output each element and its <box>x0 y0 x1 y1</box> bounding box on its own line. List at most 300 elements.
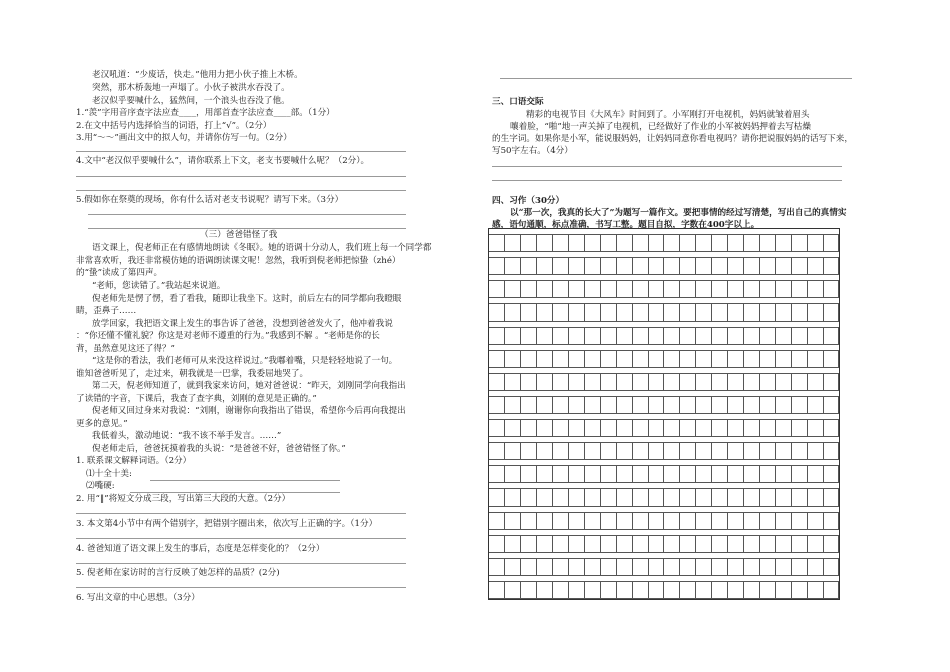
grid-cell[interactable] <box>744 465 760 483</box>
grid-cell[interactable] <box>553 303 569 321</box>
grid-cell[interactable] <box>489 303 505 321</box>
grid-cell[interactable] <box>807 280 823 298</box>
grid-cell[interactable] <box>696 373 712 391</box>
grid-cell[interactable] <box>569 442 585 460</box>
grid-cell[interactable] <box>664 373 680 391</box>
grid-cell[interactable] <box>505 558 521 576</box>
grid-cell[interactable] <box>696 419 712 437</box>
grid-cell[interactable] <box>537 327 553 345</box>
grid-cell[interactable] <box>680 234 696 252</box>
grid-cell[interactable] <box>648 280 664 298</box>
grid-cell[interactable] <box>744 280 760 298</box>
grid-cell[interactable] <box>680 350 696 368</box>
grid-cell[interactable] <box>759 419 775 437</box>
answer-line[interactable] <box>76 151 406 152</box>
grid-cell[interactable] <box>791 257 807 275</box>
grid-cell[interactable] <box>728 234 744 252</box>
grid-cell[interactable] <box>553 488 569 506</box>
grid-cell[interactable] <box>664 280 680 298</box>
grid-cell[interactable] <box>823 234 839 252</box>
grid-cell[interactable] <box>807 488 823 506</box>
grid-cell[interactable] <box>537 373 553 391</box>
grid-cell[interactable] <box>823 419 839 437</box>
grid-cell[interactable] <box>600 558 616 576</box>
grid-cell[interactable] <box>616 442 632 460</box>
grid-cell[interactable] <box>505 350 521 368</box>
grid-cell[interactable] <box>744 373 760 391</box>
grid-cell[interactable] <box>775 327 791 345</box>
grid-cell[interactable] <box>696 558 712 576</box>
grid-cell[interactable] <box>632 442 648 460</box>
grid-cell[interactable] <box>489 581 505 599</box>
grid-cell[interactable] <box>664 535 680 553</box>
grid-cell[interactable] <box>807 581 823 599</box>
grid-cell[interactable] <box>712 303 728 321</box>
grid-cell[interactable] <box>569 373 585 391</box>
grid-cell[interactable] <box>759 303 775 321</box>
grid-cell[interactable] <box>521 373 537 391</box>
grid-cell[interactable] <box>664 303 680 321</box>
grid-cell[interactable] <box>807 303 823 321</box>
grid-cell[interactable] <box>569 535 585 553</box>
grid-cell[interactable] <box>600 465 616 483</box>
grid-cell[interactable] <box>664 512 680 530</box>
grid-cell[interactable] <box>616 535 632 553</box>
grid-cell[interactable] <box>728 303 744 321</box>
grid-cell[interactable] <box>600 442 616 460</box>
grid-cell[interactable] <box>521 442 537 460</box>
grid-cell[interactable] <box>584 327 600 345</box>
grid-cell[interactable] <box>744 396 760 414</box>
grid-cell[interactable] <box>584 581 600 599</box>
grid-cell[interactable] <box>616 257 632 275</box>
answer-line[interactable] <box>88 214 406 215</box>
grid-cell[interactable] <box>489 488 505 506</box>
grid-cell[interactable] <box>744 512 760 530</box>
grid-cell[interactable] <box>489 234 505 252</box>
grid-cell[interactable] <box>584 465 600 483</box>
grid-cell[interactable] <box>521 303 537 321</box>
grid-cell[interactable] <box>759 442 775 460</box>
grid-cell[interactable] <box>728 558 744 576</box>
grid-cell[interactable] <box>664 350 680 368</box>
grid-cell[interactable] <box>505 234 521 252</box>
grid-cell[interactable] <box>600 350 616 368</box>
grid-cell[interactable] <box>807 558 823 576</box>
grid-cell[interactable] <box>553 512 569 530</box>
grid-cell[interactable] <box>664 581 680 599</box>
answer-line[interactable] <box>76 563 406 564</box>
grid-cell[interactable] <box>600 581 616 599</box>
grid-cell[interactable] <box>775 350 791 368</box>
grid-cell[interactable] <box>680 442 696 460</box>
grid-cell[interactable] <box>616 396 632 414</box>
grid-cell[interactable] <box>823 303 839 321</box>
grid-cell[interactable] <box>600 234 616 252</box>
grid-cell[interactable] <box>791 396 807 414</box>
grid-cell[interactable] <box>521 419 537 437</box>
grid-cell[interactable] <box>664 396 680 414</box>
grid-cell[interactable] <box>569 327 585 345</box>
grid-cell[interactable] <box>759 581 775 599</box>
grid-cell[interactable] <box>584 488 600 506</box>
grid-cell[interactable] <box>791 558 807 576</box>
grid-cell[interactable] <box>728 512 744 530</box>
grid-cell[interactable] <box>807 327 823 345</box>
grid-cell[interactable] <box>791 373 807 391</box>
grid-cell[interactable] <box>775 303 791 321</box>
grid-cell[interactable] <box>600 280 616 298</box>
grid-cell[interactable] <box>648 535 664 553</box>
grid-cell[interactable] <box>775 396 791 414</box>
grid-cell[interactable] <box>537 442 553 460</box>
grid-cell[interactable] <box>616 373 632 391</box>
grid-cell[interactable] <box>569 257 585 275</box>
grid-cell[interactable] <box>759 257 775 275</box>
grid-cell[interactable] <box>521 465 537 483</box>
grid-cell[interactable] <box>584 350 600 368</box>
grid-cell[interactable] <box>616 419 632 437</box>
grid-cell[interactable] <box>759 280 775 298</box>
grid-cell[interactable] <box>569 234 585 252</box>
grid-cell[interactable] <box>712 257 728 275</box>
grid-cell[interactable] <box>775 442 791 460</box>
grid-cell[interactable] <box>744 327 760 345</box>
grid-cell[interactable] <box>712 234 728 252</box>
grid-cell[interactable] <box>680 373 696 391</box>
grid-cell[interactable] <box>712 396 728 414</box>
grid-cell[interactable] <box>712 512 728 530</box>
grid-cell[interactable] <box>600 373 616 391</box>
grid-cell[interactable] <box>823 465 839 483</box>
grid-cell[interactable] <box>553 257 569 275</box>
grid-cell[interactable] <box>489 419 505 437</box>
grid-cell[interactable] <box>823 442 839 460</box>
grid-cell[interactable] <box>791 512 807 530</box>
grid-cell[interactable] <box>600 535 616 553</box>
grid-cell[interactable] <box>648 488 664 506</box>
grid-cell[interactable] <box>807 419 823 437</box>
grid-cell[interactable] <box>728 535 744 553</box>
grid-cell[interactable] <box>823 488 839 506</box>
grid-cell[interactable] <box>553 350 569 368</box>
grid-cell[interactable] <box>759 535 775 553</box>
answer-line[interactable] <box>492 180 842 181</box>
grid-cell[interactable] <box>505 488 521 506</box>
grid-cell[interactable] <box>505 442 521 460</box>
grid-cell[interactable] <box>584 396 600 414</box>
grid-cell[interactable] <box>696 488 712 506</box>
answer-line[interactable] <box>76 538 406 539</box>
grid-cell[interactable] <box>569 465 585 483</box>
grid-cell[interactable] <box>775 280 791 298</box>
grid-cell[interactable] <box>712 280 728 298</box>
grid-cell[interactable] <box>632 419 648 437</box>
grid-cell[interactable] <box>775 257 791 275</box>
grid-cell[interactable] <box>680 327 696 345</box>
grid-cell[interactable] <box>553 465 569 483</box>
grid-cell[interactable] <box>696 512 712 530</box>
grid-cell[interactable] <box>569 488 585 506</box>
grid-cell[interactable] <box>775 581 791 599</box>
grid-cell[interactable] <box>791 303 807 321</box>
answer-line[interactable] <box>150 480 340 481</box>
grid-cell[interactable] <box>553 373 569 391</box>
grid-cell[interactable] <box>489 373 505 391</box>
grid-cell[interactable] <box>553 442 569 460</box>
grid-cell[interactable] <box>521 535 537 553</box>
answer-line[interactable] <box>492 166 842 167</box>
grid-cell[interactable] <box>744 419 760 437</box>
grid-cell[interactable] <box>569 280 585 298</box>
grid-cell[interactable] <box>696 442 712 460</box>
grid-cell[interactable] <box>744 488 760 506</box>
grid-cell[interactable] <box>648 327 664 345</box>
grid-cell[interactable] <box>696 234 712 252</box>
grid-cell[interactable] <box>632 581 648 599</box>
grid-cell[interactable] <box>569 419 585 437</box>
grid-cell[interactable] <box>505 280 521 298</box>
grid-cell[interactable] <box>823 558 839 576</box>
grid-cell[interactable] <box>537 280 553 298</box>
grid-cell[interactable] <box>648 581 664 599</box>
grid-cell[interactable] <box>553 396 569 414</box>
grid-cell[interactable] <box>648 257 664 275</box>
grid-cell[interactable] <box>489 350 505 368</box>
grid-cell[interactable] <box>712 442 728 460</box>
grid-cell[interactable] <box>744 581 760 599</box>
grid-cell[interactable] <box>680 257 696 275</box>
grid-cell[interactable] <box>632 280 648 298</box>
grid-cell[interactable] <box>648 396 664 414</box>
grid-cell[interactable] <box>759 558 775 576</box>
grid-cell[interactable] <box>791 535 807 553</box>
grid-cell[interactable] <box>584 512 600 530</box>
grid-cell[interactable] <box>584 442 600 460</box>
grid-cell[interactable] <box>553 581 569 599</box>
grid-cell[interactable] <box>632 350 648 368</box>
grid-cell[interactable] <box>696 465 712 483</box>
grid-cell[interactable] <box>553 327 569 345</box>
grid-cell[interactable] <box>807 442 823 460</box>
grid-cell[interactable] <box>600 257 616 275</box>
grid-cell[interactable] <box>505 581 521 599</box>
grid-cell[interactable] <box>759 373 775 391</box>
grid-cell[interactable] <box>759 327 775 345</box>
grid-cell[interactable] <box>569 512 585 530</box>
grid-cell[interactable] <box>521 558 537 576</box>
grid-cell[interactable] <box>807 234 823 252</box>
grid-cell[interactable] <box>489 558 505 576</box>
grid-cell[interactable] <box>537 303 553 321</box>
grid-cell[interactable] <box>791 234 807 252</box>
grid-cell[interactable] <box>632 488 648 506</box>
grid-cell[interactable] <box>521 327 537 345</box>
grid-cell[interactable] <box>696 535 712 553</box>
grid-cell[interactable] <box>712 350 728 368</box>
grid-cell[interactable] <box>489 465 505 483</box>
grid-cell[interactable] <box>759 465 775 483</box>
grid-cell[interactable] <box>728 419 744 437</box>
grid-cell[interactable] <box>696 396 712 414</box>
grid-cell[interactable] <box>823 327 839 345</box>
grid-cell[interactable] <box>505 535 521 553</box>
grid-cell[interactable] <box>521 350 537 368</box>
grid-cell[interactable] <box>505 373 521 391</box>
grid-cell[interactable] <box>664 234 680 252</box>
grid-cell[interactable] <box>775 373 791 391</box>
grid-cell[interactable] <box>680 280 696 298</box>
grid-cell[interactable] <box>759 350 775 368</box>
grid-cell[interactable] <box>616 350 632 368</box>
grid-cell[interactable] <box>505 512 521 530</box>
grid-cell[interactable] <box>823 512 839 530</box>
grid-cell[interactable] <box>775 488 791 506</box>
grid-cell[interactable] <box>616 488 632 506</box>
grid-cell[interactable] <box>569 558 585 576</box>
grid-cell[interactable] <box>489 535 505 553</box>
grid-cell[interactable] <box>791 350 807 368</box>
grid-cell[interactable] <box>648 234 664 252</box>
grid-cell[interactable] <box>489 280 505 298</box>
grid-cell[interactable] <box>505 419 521 437</box>
grid-cell[interactable] <box>728 350 744 368</box>
grid-cell[interactable] <box>616 465 632 483</box>
grid-cell[interactable] <box>728 373 744 391</box>
grid-cell[interactable] <box>744 303 760 321</box>
grid-cell[interactable] <box>505 303 521 321</box>
grid-cell[interactable] <box>664 419 680 437</box>
grid-cell[interactable] <box>680 581 696 599</box>
grid-cell[interactable] <box>648 558 664 576</box>
grid-cell[interactable] <box>584 280 600 298</box>
grid-cell[interactable] <box>728 442 744 460</box>
grid-cell[interactable] <box>775 234 791 252</box>
grid-cell[interactable] <box>648 350 664 368</box>
grid-cell[interactable] <box>807 512 823 530</box>
grid-cell[interactable] <box>744 257 760 275</box>
grid-cell[interactable] <box>775 419 791 437</box>
grid-cell[interactable] <box>537 558 553 576</box>
grid-cell[interactable] <box>632 465 648 483</box>
grid-cell[interactable] <box>712 465 728 483</box>
grid-cell[interactable] <box>680 535 696 553</box>
grid-cell[interactable] <box>728 488 744 506</box>
answer-line[interactable] <box>88 228 406 229</box>
grid-cell[interactable] <box>664 465 680 483</box>
grid-cell[interactable] <box>648 373 664 391</box>
grid-cell[interactable] <box>744 535 760 553</box>
grid-cell[interactable] <box>712 558 728 576</box>
grid-cell[interactable] <box>696 581 712 599</box>
grid-cell[interactable] <box>537 350 553 368</box>
grid-cell[interactable] <box>823 373 839 391</box>
grid-cell[interactable] <box>791 442 807 460</box>
grid-cell[interactable] <box>632 257 648 275</box>
grid-cell[interactable] <box>823 257 839 275</box>
grid-cell[interactable] <box>712 488 728 506</box>
grid-cell[interactable] <box>823 535 839 553</box>
answer-line[interactable] <box>76 190 406 191</box>
grid-cell[interactable] <box>648 303 664 321</box>
grid-cell[interactable] <box>521 396 537 414</box>
grid-cell[interactable] <box>728 396 744 414</box>
grid-cell[interactable] <box>537 396 553 414</box>
grid-cell[interactable] <box>712 373 728 391</box>
answer-line[interactable] <box>76 587 406 588</box>
grid-cell[interactable] <box>696 303 712 321</box>
grid-cell[interactable] <box>600 512 616 530</box>
grid-cell[interactable] <box>616 303 632 321</box>
grid-cell[interactable] <box>775 465 791 483</box>
grid-cell[interactable] <box>521 257 537 275</box>
grid-cell[interactable] <box>759 234 775 252</box>
grid-cell[interactable] <box>489 327 505 345</box>
grid-cell[interactable] <box>489 512 505 530</box>
grid-cell[interactable] <box>728 257 744 275</box>
grid-cell[interactable] <box>553 234 569 252</box>
grid-cell[interactable] <box>489 396 505 414</box>
grid-cell[interactable] <box>521 488 537 506</box>
grid-cell[interactable] <box>664 488 680 506</box>
grid-cell[interactable] <box>744 350 760 368</box>
grid-cell[interactable] <box>744 558 760 576</box>
grid-cell[interactable] <box>696 257 712 275</box>
grid-cell[interactable] <box>728 327 744 345</box>
grid-cell[interactable] <box>759 488 775 506</box>
grid-cell[interactable] <box>712 419 728 437</box>
grid-cell[interactable] <box>521 280 537 298</box>
grid-cell[interactable] <box>521 512 537 530</box>
grid-cell[interactable] <box>728 280 744 298</box>
grid-cell[interactable] <box>553 558 569 576</box>
grid-cell[interactable] <box>759 396 775 414</box>
grid-cell[interactable] <box>505 257 521 275</box>
grid-cell[interactable] <box>807 465 823 483</box>
grid-cell[interactable] <box>600 303 616 321</box>
grid-cell[interactable] <box>632 373 648 391</box>
grid-cell[interactable] <box>664 558 680 576</box>
grid-cell[interactable] <box>664 257 680 275</box>
grid-cell[interactable] <box>680 488 696 506</box>
answer-line[interactable] <box>76 513 406 514</box>
grid-cell[interactable] <box>632 396 648 414</box>
grid-cell[interactable] <box>712 535 728 553</box>
grid-cell[interactable] <box>553 280 569 298</box>
grid-cell[interactable] <box>584 303 600 321</box>
grid-cell[interactable] <box>823 396 839 414</box>
grid-cell[interactable] <box>648 442 664 460</box>
grid-cell[interactable] <box>807 535 823 553</box>
grid-cell[interactable] <box>807 350 823 368</box>
answer-line[interactable] <box>130 492 340 493</box>
grid-cell[interactable] <box>680 465 696 483</box>
grid-cell[interactable] <box>521 234 537 252</box>
answer-line[interactable] <box>500 78 852 79</box>
grid-cell[interactable] <box>505 465 521 483</box>
grid-cell[interactable] <box>680 303 696 321</box>
grid-cell[interactable] <box>680 396 696 414</box>
grid-cell[interactable] <box>775 535 791 553</box>
grid-cell[interactable] <box>759 512 775 530</box>
grid-cell[interactable] <box>696 280 712 298</box>
grid-cell[interactable] <box>696 350 712 368</box>
grid-cell[interactable] <box>553 419 569 437</box>
grid-cell[interactable] <box>584 257 600 275</box>
grid-cell[interactable] <box>648 512 664 530</box>
grid-cell[interactable] <box>807 373 823 391</box>
grid-cell[interactable] <box>616 280 632 298</box>
